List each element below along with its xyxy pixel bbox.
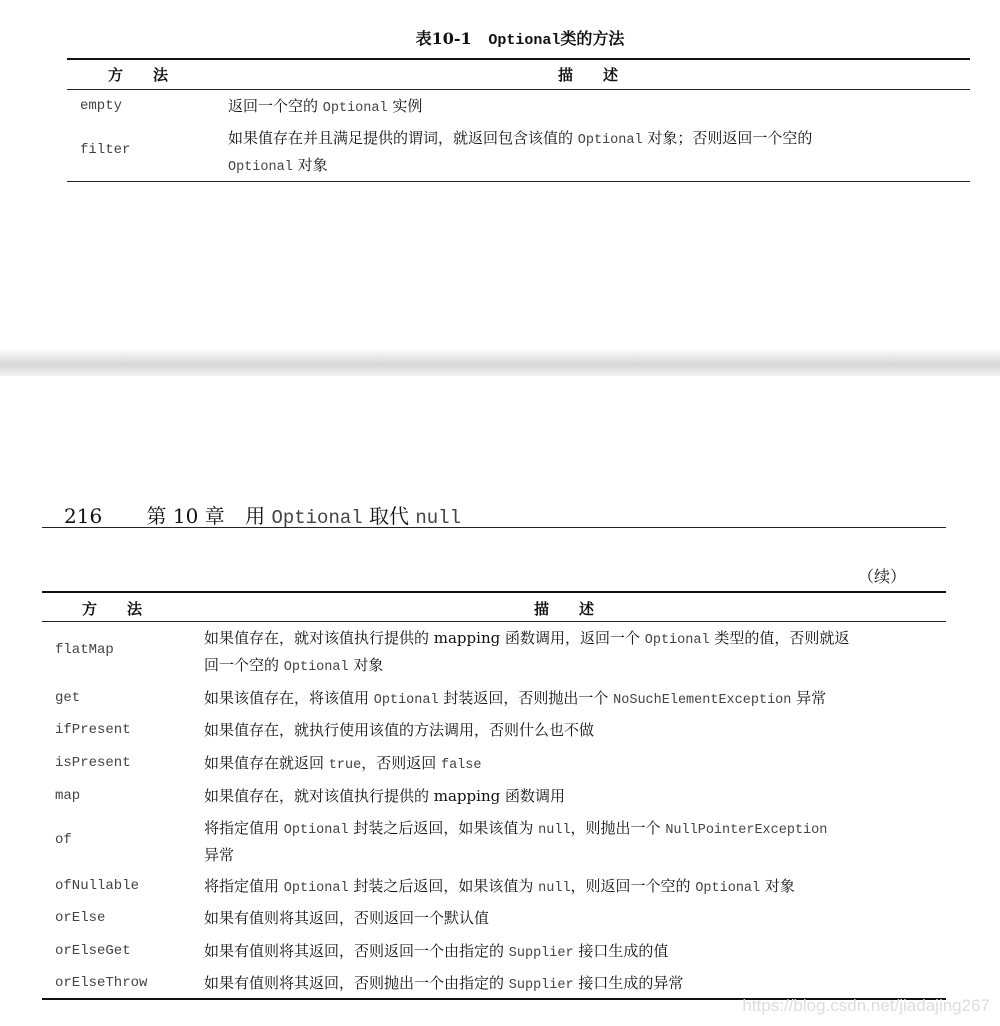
method-description — [204, 971, 683, 998]
code-text: true — [328, 758, 362, 773]
method-name: of — [55, 832, 72, 848]
desc-text: 对象 — [760, 877, 795, 895]
table2-header-desc: 描 述 — [534, 600, 595, 618]
code-text: Optional — [283, 881, 349, 896]
desc-text: 将指定值用 — [204, 877, 284, 895]
desc-text: 对象；否则返回一个空的 — [642, 129, 813, 147]
desc-text: 实例 — [387, 97, 423, 115]
chapter-title-code: Optional — [271, 507, 363, 529]
code-text: null — [538, 823, 571, 838]
desc-text: ，否则返回 — [361, 754, 441, 772]
table-title-text: 类的方法 — [560, 29, 625, 48]
table2-header-rule — [42, 621, 946, 622]
method-name: empty — [80, 98, 123, 114]
desc-text: 如果值存在并且满足提供的谓词，就返回包含该值的 — [228, 129, 578, 147]
desc-text: 如果有值则将其返回，否则返回一个默认值 — [204, 909, 490, 927]
method-description — [228, 94, 422, 121]
desc-text: 如果有值则将其返回，否则抛出一个由指定的 — [204, 974, 509, 992]
desc-text: 如果值存在，就对该值执行提供的 mapping 函数调用 — [204, 787, 565, 805]
method-name: orElseGet — [55, 943, 131, 959]
code-text: Optional — [373, 693, 439, 708]
chapter-title-code2: null — [415, 507, 461, 529]
desc-text: 接口生成的值 — [573, 942, 669, 960]
method-description — [204, 906, 489, 930]
page-break — [0, 348, 1000, 376]
page-header — [64, 500, 461, 529]
page-number: 216 — [64, 504, 103, 528]
code-text: Optional — [228, 160, 293, 175]
code-text: Supplier — [508, 946, 574, 961]
desc-text: 封装返回，否则抛出一个 — [438, 689, 614, 707]
desc-text: 接口生成的异常 — [573, 974, 684, 992]
code-text: Optional — [695, 881, 761, 896]
method-name: filter — [80, 142, 131, 158]
continued-label: （续） — [858, 567, 907, 586]
code-text: Supplier — [508, 978, 574, 993]
watermark: https://blog.csdn.net/jiadajing267 — [742, 996, 990, 1015]
method-description — [228, 126, 812, 180]
desc-text: 封装之后返回，如果该值为 — [348, 819, 539, 837]
code-text: Optional — [283, 660, 349, 675]
desc-text: ，则抛出一个 — [570, 819, 666, 837]
desc-text: 返回一个空的 — [228, 97, 323, 115]
code-text: Optional — [283, 823, 349, 838]
chapter-title-mid: 取代 — [362, 504, 416, 528]
page-header-rule — [42, 527, 946, 528]
desc-text: 如果值存在，就执行使用该值的方法调用，否则什么也不做 — [204, 721, 595, 739]
desc-text: 如果值存在，就对该值执行提供的 mapping 函数调用，返回一个 — [204, 629, 645, 647]
desc-text: 回一个空的 — [204, 656, 284, 674]
table1-header-rule — [67, 89, 970, 90]
desc-text: 异常 — [791, 689, 827, 707]
method-description — [204, 751, 481, 778]
table1-header-method: 方 法 — [108, 66, 169, 84]
method-description — [204, 874, 795, 901]
desc-text: 对象 — [348, 656, 384, 674]
table2-top-rule — [42, 591, 946, 593]
method-name: orElse — [55, 910, 106, 926]
code-text: null — [538, 881, 571, 896]
method-name: flatMap — [55, 642, 114, 658]
chapter-label: 第 10 章 — [146, 504, 225, 528]
desc-text: 如果有值则将其返回，否则返回一个由指定的 — [204, 942, 509, 960]
code-text: Optional — [644, 633, 710, 648]
method-name: map — [55, 788, 81, 804]
desc-text: 异常 — [204, 846, 235, 864]
method-description — [204, 939, 668, 966]
desc-text: 如果值存在就返回 — [204, 754, 329, 772]
table2-header-method: 方 法 — [82, 600, 143, 618]
table1-top-rule — [67, 58, 970, 60]
desc-text: 如果该值存在，将该值用 — [204, 689, 374, 707]
code-text: NoSuchElementException — [613, 693, 792, 708]
table-title-code: Optional — [488, 32, 561, 49]
method-name: ofNullable — [55, 878, 140, 894]
method-description — [204, 718, 594, 742]
method-name: orElseThrow — [55, 975, 148, 991]
code-text: false — [440, 758, 482, 773]
chapter-title-pre: 用 — [245, 504, 272, 528]
method-description — [204, 626, 849, 680]
table1-header-desc: 描 述 — [558, 66, 619, 84]
desc-text: 将指定值用 — [204, 819, 284, 837]
method-name: isPresent — [55, 755, 131, 771]
desc-text: 对象 — [292, 156, 328, 174]
code-text: NullPointerException — [665, 823, 828, 838]
code-text: Optional — [577, 133, 643, 148]
table-number: 表10-1 — [415, 29, 472, 48]
desc-text: ，则返回一个空的 — [570, 877, 696, 895]
method-name: get — [55, 690, 81, 706]
method-description — [204, 686, 826, 713]
method-description — [204, 816, 827, 867]
code-text: Optional — [322, 101, 388, 116]
desc-text: 类型的值，否则就返 — [709, 629, 850, 647]
method-description — [204, 784, 565, 808]
desc-text: 封装之后返回，如果该值为 — [348, 877, 539, 895]
table-title — [0, 26, 1000, 49]
table1-bottom-rule — [67, 181, 970, 182]
method-name: ifPresent — [55, 722, 131, 738]
